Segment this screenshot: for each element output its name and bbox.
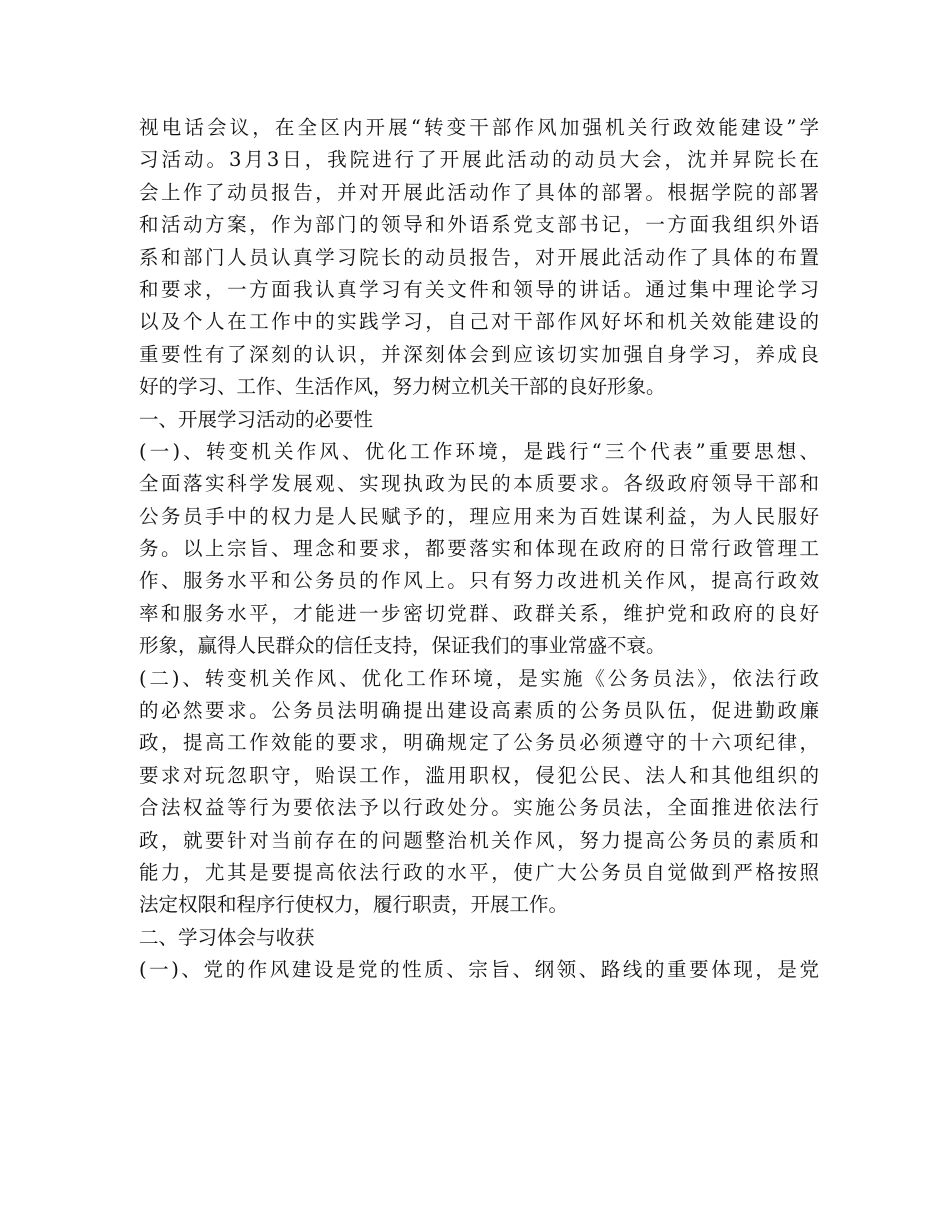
subsection-line: (二)、转变机关作风、优化工作环境，是实施《公务员法》，依法行政 [139,666,819,690]
text-line: 作、服务水平和公务员的作风上。只有努力改进机关作风，提高行政效 [139,569,819,593]
document-body [139,112,819,987]
text-line: 能力，尤其是要提高依法行政的水平，使广大公务员自觉做到严格按照 [139,860,819,884]
text-line: 和活动方案，作为部门的领导和外语系党支部书记，一方面我组织外语 [139,213,819,237]
text-line: 率和服务水平，才能进一步密切党群、政群关系，维护党和政府的良好 [139,601,819,625]
text-line: 政，提高工作效能的要求，明确规定了公务员必须遵守的十六项纪律， [139,731,819,755]
text-line: 的必然要求。公务员法明确提出建设高素质的公务员队伍，促进勤政廉 [139,699,819,723]
text-line: 务。以上宗旨、理念和要求，都要落实和体现在政府的日常行政管理工 [139,537,819,561]
text-line: 视电话会议，在全区内开展“转变干部作风加强机关行政效能建设”学 [139,116,819,139]
text-line: 重要性有了深刻的认识，并深刻体会到应该切实加强自身学习，养成良 [139,342,819,366]
text-line-paragraph-end: 形象，赢得人民群众的信任支持，保证我们的事业常盛不衰。 [139,634,666,658]
text-line: 要求对玩忽职守，贻误工作，滥用职权，侵犯公民、法人和其他组织的 [139,763,819,787]
text-line: 以及个人在工作中的实践学习，自己对干部作风好坏和机关效能建设的 [139,310,819,334]
text-line: 和要求，一方面我认真学习有关文件和领导的讲话。通过集中理论学习 [139,277,819,301]
text-line: 合法权益等行为要依法予以行政处分。实施公务员法，全面推进依法行 [139,796,819,820]
section-heading: 一、开展学习活动的必要性 [139,407,374,431]
text-line-paragraph-end: 好的学习、工作、生活作风，努力树立机关干部的良好形象。 [139,375,666,399]
text-line: 系和部门人员认真学习院长的动员报告，对开展此活动作了具体的布置 [139,245,819,269]
text-line: 习活动。3月3日，我院进行了开展此活动的动员大会，沈并昇院长在 [139,148,819,172]
text-line-paragraph-end: 法定权限和程序行使权力，履行职责，开展工作。 [139,893,569,917]
text-line: 公务员手中的权力是人民赋予的，理应用来为百姓谋利益，为人民服好 [139,504,819,528]
text-line: 全面落实科学发展观、实现执政为民的本质要求。各级政府领导干部和 [139,472,819,496]
text-line: 政，就要针对当前存在的问题整治机关作风，努力提高公务员的素质和 [139,828,819,852]
subsection-line: (一)、党的作风建设是党的性质、宗旨、纲领、路线的重要体现，是党 [139,958,819,982]
section-heading: 二、学习体会与收获 [139,925,315,949]
text-line: 会上作了动员报告，并对开展此活动作了具体的部署。根据学院的部署 [139,180,819,204]
subsection-line: (一)、转变机关作风、优化工作环境，是践行“三个代表”重要思想、 [139,439,819,463]
